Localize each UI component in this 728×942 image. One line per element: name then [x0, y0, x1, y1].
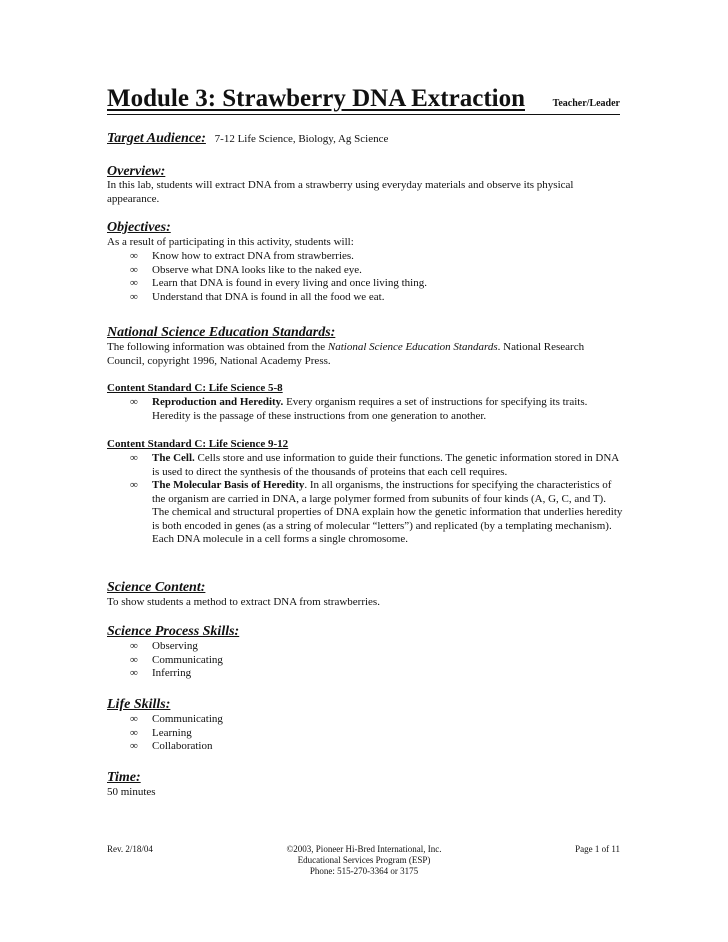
- target-audience-heading: Target Audience:: [107, 131, 206, 146]
- science-content-text: To show students a method to extract DNA from strawberries.: [107, 596, 380, 608]
- bullet-icon: ∞: [130, 740, 138, 752]
- bullet-icon: ∞: [130, 290, 138, 303]
- list-item: ∞ Communicating: [130, 713, 223, 725]
- role-label: Teacher/Leader: [552, 98, 620, 109]
- list-item: ∞ Learn that DNA is found in every living and once living thing.: [130, 277, 427, 289]
- page-title: Module 3: Strawberry DNA Extraction: [107, 85, 525, 112]
- standard-9-12-list: [130, 452, 625, 547]
- list-item: ∞ Reproduction and Heredity. Every organism requires a set of instructions for specifying its traits. Heredity is the passage of these instructions from one generation to another.: [130, 396, 588, 422]
- bullet-icon: ∞: [130, 277, 138, 289]
- standard-5-8-list: [130, 396, 600, 423]
- list-item: ∞ Understand that DNA is found in all the food we eat.: [130, 290, 385, 303]
- target-audience: [107, 131, 388, 147]
- life-skills-list: [130, 713, 430, 754]
- standard-5-8-heading: Content Standard C: Life Science 5-8: [107, 382, 283, 394]
- standard-9-12-heading: Content Standard C: Life Science 9-12: [107, 438, 289, 450]
- time-heading: Time:: [107, 770, 141, 785]
- objectives-heading: Objectives:: [107, 220, 171, 235]
- list-item: ∞ Observing: [130, 640, 198, 652]
- bullet-icon: ∞: [130, 250, 138, 262]
- list-item: ∞ Inferring: [130, 667, 192, 679]
- list-item: ∞ Observe what DNA looks like to the naked eye.: [130, 263, 362, 276]
- bullet-icon: ∞: [130, 726, 138, 739]
- life-skills-heading: Life Skills:: [107, 697, 171, 712]
- overview-heading: Overview:: [107, 164, 166, 179]
- standards-heading: National Science Education Standards:: [107, 325, 336, 340]
- list-item: ∞ Learning: [130, 726, 192, 739]
- footer-program: Educational Services Program (ESP): [297, 855, 431, 865]
- list-item: ∞ Know how to extract DNA from strawberries.: [130, 250, 354, 262]
- overview-text: In this lab, students will extract DNA from a strawberry using everyday materials and observe its physical appearance.: [107, 179, 574, 205]
- title-row: [107, 86, 620, 115]
- footer-center: [214, 844, 514, 877]
- list-item: ∞ The Molecular Basis of Heredity. In all organisms, the instructions for specifying the characteristics of the organism are carried in DNA, a large polymer formed from subunits of four kinds (A, G, C, and T). The chemical and structural properties of DNA explain how the genetic information that underlies heredity is both encoded in genes (as a string of molecular “letters”) and replicated (by a templating mechanism). Each DNA molecule in a cell forms a single chromosome.: [130, 479, 623, 545]
- bullet-icon: ∞: [130, 667, 138, 679]
- bullet-icon: ∞: [130, 479, 138, 491]
- list-item: ∞ The Cell. Cells store and use information to guide their functions. The genetic information stored in DNA is used to direct the synthesis of the thousands of proteins that each cell requires.: [130, 452, 619, 478]
- objectives-intro: As a result of participating in this activity, students will:: [107, 236, 354, 248]
- footer-revision: Rev. 2/18/04: [107, 844, 153, 854]
- standards-intro: The following information was obtained from the National Science Education Standards. National Research Council, copyright 1996, National Academy Press.: [107, 341, 585, 367]
- bullet-icon: ∞: [130, 713, 138, 725]
- objectives-list: [130, 250, 600, 304]
- footer-copyright: ©2003, Pioneer Hi-Bred International, Inc.: [286, 844, 442, 854]
- bullet-icon: ∞: [130, 396, 138, 408]
- footer-page-number: Page 1 of 11: [575, 844, 620, 854]
- bullet-icon: ∞: [130, 263, 138, 276]
- bullet-icon: ∞: [130, 640, 138, 652]
- list-item: ∞ Collaboration: [130, 740, 213, 752]
- process-skills-heading: Science Process Skills:: [107, 624, 240, 639]
- time-text: 50 minutes: [107, 786, 156, 798]
- target-audience-value: 7-12 Life Science, Biology, Ag Science: [214, 133, 389, 145]
- footer-phone: Phone: 515-270-3364 or 3175: [309, 866, 419, 876]
- process-skills-list: [130, 640, 430, 681]
- bullet-icon: ∞: [130, 653, 138, 666]
- bullet-icon: ∞: [130, 452, 138, 464]
- list-item: ∞ Communicating: [130, 653, 223, 666]
- science-content-heading: Science Content:: [107, 580, 206, 595]
